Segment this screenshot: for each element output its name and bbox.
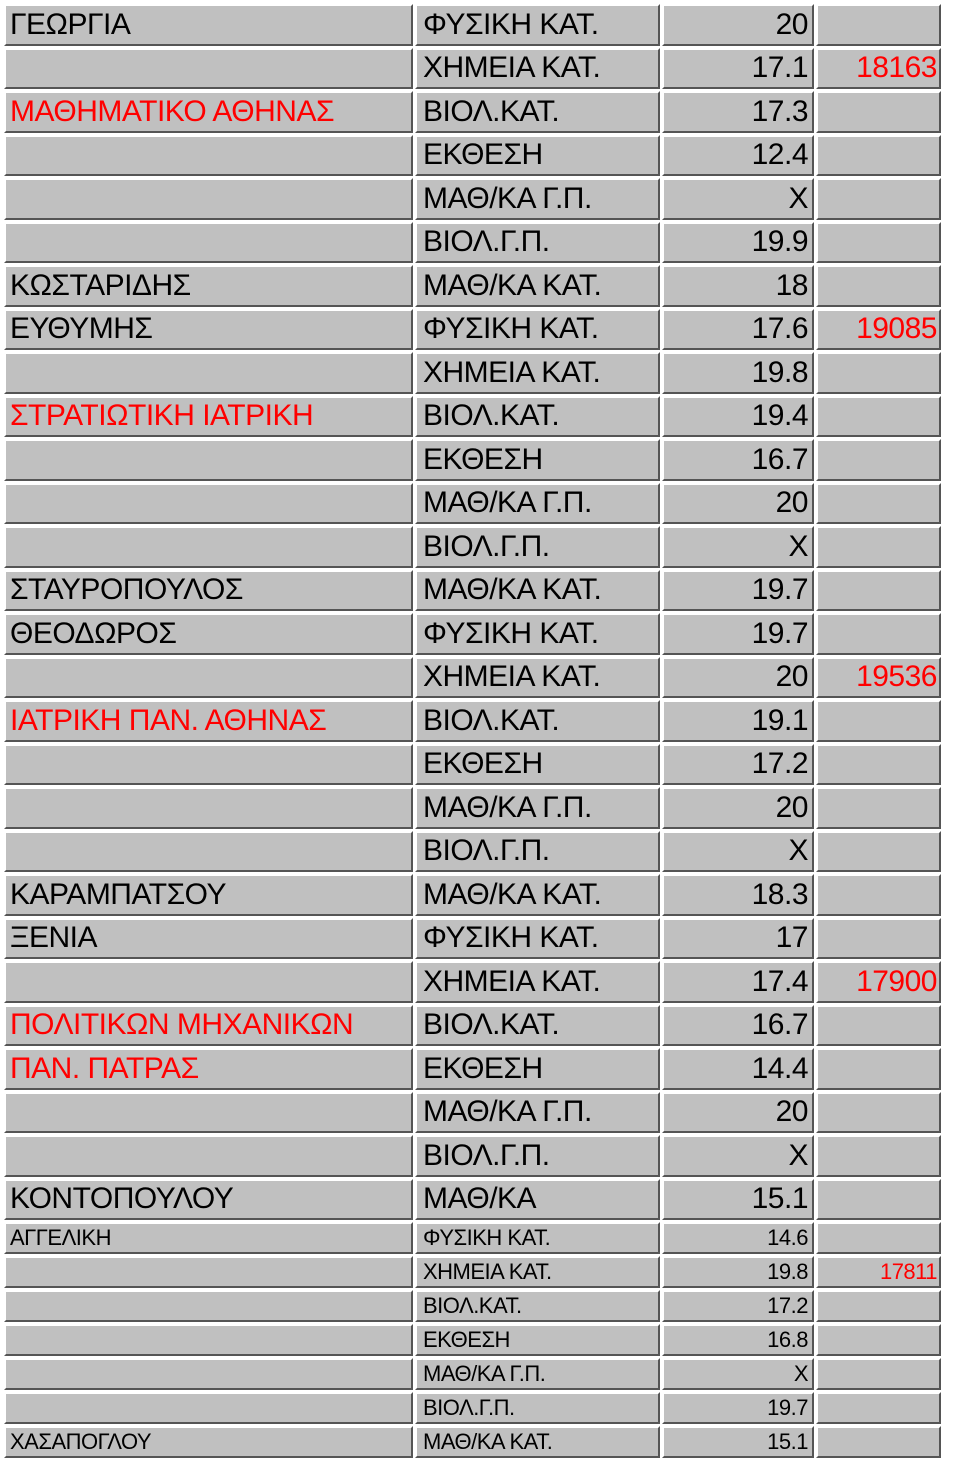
subject-cell: ΕΚΘΕΣΗ — [415, 135, 660, 177]
table-row — [3, 1391, 957, 1425]
grade-cell: 19.7 — [662, 570, 814, 612]
grade-cell: 20 — [662, 1092, 814, 1134]
grade-cell: 15.1 — [662, 1426, 814, 1458]
name-cell: ΘΕΟΔΩΡΟΣ — [4, 613, 413, 655]
subject-cell: ΜΑΘ/ΚΑ Γ.Π. — [415, 1358, 660, 1390]
table-row — [3, 830, 957, 874]
points-cell: 19536 — [816, 657, 941, 699]
subject-cell: ΒΙΟΛ.ΚΑΤ. — [415, 700, 660, 742]
name-cell: ΠΟΛΙΤΙΚΩΝ ΜΗΧΑΝΙΚΩΝ — [4, 1005, 413, 1047]
name-cell: ΙΑΤΡΙΚΗ ΠΑΝ. ΑΘΗΝΑΣ — [4, 700, 413, 742]
points-cell — [816, 700, 941, 742]
name-cell — [4, 48, 413, 90]
name-cell: ΣΤΑΥΡΟΠΟΥΛΟΣ — [4, 570, 413, 612]
points-cell — [816, 265, 941, 307]
name-cell: ΓΕΩΡΓΙΑ — [4, 4, 413, 46]
points-cell — [816, 1392, 941, 1424]
results-table — [3, 3, 957, 1459]
subject-cell: ΒΙΟΛ.Γ.Π. — [415, 831, 660, 873]
name-cell: ΣΤΡΑΤΙΩΤΙΚΗ ΙΑΤΡΙΚΗ — [4, 396, 413, 438]
points-cell — [816, 483, 941, 525]
subject-cell: ΦΥΣΙΚΗ ΚΑΤ. — [415, 4, 660, 46]
name-cell — [4, 135, 413, 177]
grade-cell: 19.8 — [662, 352, 814, 394]
name-cell: ΠΑΝ. ΠΑΤΡΑΣ — [4, 1048, 413, 1090]
table-row — [3, 656, 957, 700]
grade-cell: 17.2 — [662, 1290, 814, 1322]
subject-cell: ΜΑΘ/ΚΑ Γ.Π. — [415, 178, 660, 220]
grade-cell: Χ — [662, 526, 814, 568]
table-row — [3, 395, 957, 439]
table-row — [3, 917, 957, 961]
grade-cell: 19.9 — [662, 222, 814, 264]
grade-cell: 20 — [662, 657, 814, 699]
name-cell — [4, 1392, 413, 1424]
grade-cell: 20 — [662, 4, 814, 46]
subject-cell: ΜΑΘ/ΚΑ ΚΑΤ. — [415, 265, 660, 307]
grade-cell: 20 — [662, 483, 814, 525]
grade-cell: 20 — [662, 787, 814, 829]
grade-cell: 19.7 — [662, 613, 814, 655]
points-cell — [816, 744, 941, 786]
name-cell: ΕΥΘΥΜΗΣ — [4, 309, 413, 351]
grade-cell: 18 — [662, 265, 814, 307]
name-cell — [4, 222, 413, 264]
subject-cell: ΦΥΣΙΚΗ ΚΑΤ. — [415, 918, 660, 960]
grade-cell: 17.4 — [662, 961, 814, 1003]
subject-cell: ΧΗΜΕΙΑ ΚΑΤ. — [415, 352, 660, 394]
table-row — [3, 569, 957, 613]
grade-cell: 17.6 — [662, 309, 814, 351]
name-cell: ΚΑΡΑΜΠΑΤΣΟΥ — [4, 874, 413, 916]
subject-cell: ΕΚΘΕΣΗ — [415, 1324, 660, 1356]
points-cell — [816, 831, 941, 873]
points-cell — [816, 1290, 941, 1322]
table-row — [3, 1221, 957, 1255]
grade-cell: 16.8 — [662, 1324, 814, 1356]
points-cell — [816, 91, 941, 133]
name-cell — [4, 178, 413, 220]
name-cell: ΚΩΣΤΑΡΙΔΗΣ — [4, 265, 413, 307]
name-cell — [4, 961, 413, 1003]
table-row — [3, 960, 957, 1004]
grade-cell: 19.7 — [662, 1392, 814, 1424]
table-row — [3, 1047, 957, 1091]
points-cell — [816, 787, 941, 829]
points-cell — [816, 1005, 941, 1047]
points-cell — [816, 1426, 941, 1458]
points-cell — [816, 1092, 941, 1134]
points-cell — [816, 1048, 941, 1090]
subject-cell: ΒΙΟΛ.Γ.Π. — [415, 222, 660, 264]
subject-cell: ΜΑΘ/ΚΑ ΚΑΤ. — [415, 570, 660, 612]
table-row — [3, 873, 957, 917]
grade-cell: Χ — [662, 1135, 814, 1177]
table-row — [3, 438, 957, 482]
subject-cell: ΧΗΜΕΙΑ ΚΑΤ. — [415, 1256, 660, 1288]
points-cell: 17811 — [816, 1256, 941, 1288]
table-row — [3, 3, 957, 47]
name-cell — [4, 657, 413, 699]
subject-cell: ΦΥΣΙΚΗ ΚΑΤ. — [415, 309, 660, 351]
subject-cell: ΧΗΜΕΙΑ ΚΑΤ. — [415, 961, 660, 1003]
name-cell — [4, 1358, 413, 1390]
points-cell — [816, 1222, 941, 1254]
table-row — [3, 699, 957, 743]
grade-cell: 15.1 — [662, 1179, 814, 1221]
name-cell — [4, 787, 413, 829]
grade-cell: Χ — [662, 1358, 814, 1390]
grade-cell: 16.7 — [662, 439, 814, 481]
table-row — [3, 1255, 957, 1289]
points-cell — [816, 1358, 941, 1390]
table-row — [3, 482, 957, 526]
subject-cell: ΒΙΟΛ.ΚΑΤ. — [415, 91, 660, 133]
table-row — [3, 1134, 957, 1178]
table-row — [3, 90, 957, 134]
subject-cell: ΕΚΘΕΣΗ — [415, 439, 660, 481]
points-cell — [816, 874, 941, 916]
subject-cell: ΕΚΘΕΣΗ — [415, 1048, 660, 1090]
grade-cell: 19.8 — [662, 1256, 814, 1288]
subject-cell: ΧΗΜΕΙΑ ΚΑΤ. — [415, 657, 660, 699]
table-row — [3, 177, 957, 221]
grade-cell: 12.4 — [662, 135, 814, 177]
subject-cell: ΒΙΟΛ.ΚΑΤ. — [415, 396, 660, 438]
points-cell — [816, 570, 941, 612]
points-cell — [816, 526, 941, 568]
table-row — [3, 1357, 957, 1391]
subject-cell: ΜΑΘ/ΚΑ — [415, 1179, 660, 1221]
subject-cell: ΜΑΘ/ΚΑ ΚΑΤ. — [415, 874, 660, 916]
grade-cell: 17.1 — [662, 48, 814, 90]
points-cell — [816, 396, 941, 438]
subject-cell: ΜΑΘ/ΚΑ Γ.Π. — [415, 1092, 660, 1134]
subject-cell: ΒΙΟΛ.ΚΑΤ. — [415, 1290, 660, 1322]
subject-cell: ΧΗΜΕΙΑ ΚΑΤ. — [415, 48, 660, 90]
name-cell — [4, 1324, 413, 1356]
grade-cell: Χ — [662, 178, 814, 220]
name-cell: ΑΓΓΕΛΙΚΗ — [4, 1222, 413, 1254]
table-row — [3, 1289, 957, 1323]
grade-cell: 17.2 — [662, 744, 814, 786]
points-cell — [816, 439, 941, 481]
table-row — [3, 743, 957, 787]
table-row — [3, 351, 957, 395]
subject-cell: ΒΙΟΛ.ΚΑΤ. — [415, 1005, 660, 1047]
table-row — [3, 1004, 957, 1048]
grade-cell: 19.1 — [662, 700, 814, 742]
name-cell — [4, 1135, 413, 1177]
table-row — [3, 1178, 957, 1222]
points-cell — [816, 613, 941, 655]
subject-cell: ΒΙΟΛ.Γ.Π. — [415, 526, 660, 568]
table-row — [3, 134, 957, 178]
points-cell — [816, 1179, 941, 1221]
points-cell: 19085 — [816, 309, 941, 351]
grade-cell: 14.6 — [662, 1222, 814, 1254]
subject-cell: ΦΥΣΙΚΗ ΚΑΤ. — [415, 613, 660, 655]
table-row — [3, 1323, 957, 1357]
grade-cell: 18.3 — [662, 874, 814, 916]
subject-cell: ΜΑΘ/ΚΑ ΚΑΤ. — [415, 1426, 660, 1458]
subject-cell: ΦΥΣΙΚΗ ΚΑΤ. — [415, 1222, 660, 1254]
subject-cell: ΒΙΟΛ.Γ.Π. — [415, 1135, 660, 1177]
name-cell — [4, 1256, 413, 1288]
subject-cell: ΕΚΘΕΣΗ — [415, 744, 660, 786]
name-cell — [4, 439, 413, 481]
name-cell — [4, 483, 413, 525]
grade-cell: 14.4 — [662, 1048, 814, 1090]
points-cell: 17900 — [816, 961, 941, 1003]
name-cell — [4, 1290, 413, 1322]
points-cell — [816, 4, 941, 46]
name-cell — [4, 744, 413, 786]
name-cell — [4, 352, 413, 394]
table-row — [3, 1091, 957, 1135]
name-cell — [4, 831, 413, 873]
name-cell: ΚΟΝΤΟΠΟΥΛΟΥ — [4, 1179, 413, 1221]
points-cell — [816, 222, 941, 264]
name-cell: ΜΑΘΗΜΑΤΙΚΟ ΑΘΗΝΑΣ — [4, 91, 413, 133]
points-cell — [816, 918, 941, 960]
table-row — [3, 1425, 957, 1459]
subject-cell: ΒΙΟΛ.Γ.Π. — [415, 1392, 660, 1424]
grade-cell: 17 — [662, 918, 814, 960]
table-row — [3, 264, 957, 308]
name-cell — [4, 1092, 413, 1134]
subject-cell: ΜΑΘ/ΚΑ Γ.Π. — [415, 483, 660, 525]
table-row — [3, 221, 957, 265]
points-cell — [816, 135, 941, 177]
subject-cell: ΜΑΘ/ΚΑ Γ.Π. — [415, 787, 660, 829]
name-cell: ΧΑΣΑΠΟΓΛΟΥ — [4, 1426, 413, 1458]
table-row — [3, 47, 957, 91]
points-cell — [816, 178, 941, 220]
table-row — [3, 308, 957, 352]
grade-cell: Χ — [662, 831, 814, 873]
name-cell — [4, 526, 413, 568]
points-cell — [816, 1135, 941, 1177]
grade-cell: 17.3 — [662, 91, 814, 133]
table-row — [3, 612, 957, 656]
table-row — [3, 525, 957, 569]
grade-cell: 19.4 — [662, 396, 814, 438]
name-cell: ΞΕΝΙΑ — [4, 918, 413, 960]
grade-cell: 16.7 — [662, 1005, 814, 1047]
points-cell — [816, 1324, 941, 1356]
points-cell — [816, 352, 941, 394]
points-cell: 18163 — [816, 48, 941, 90]
table-row — [3, 786, 957, 830]
